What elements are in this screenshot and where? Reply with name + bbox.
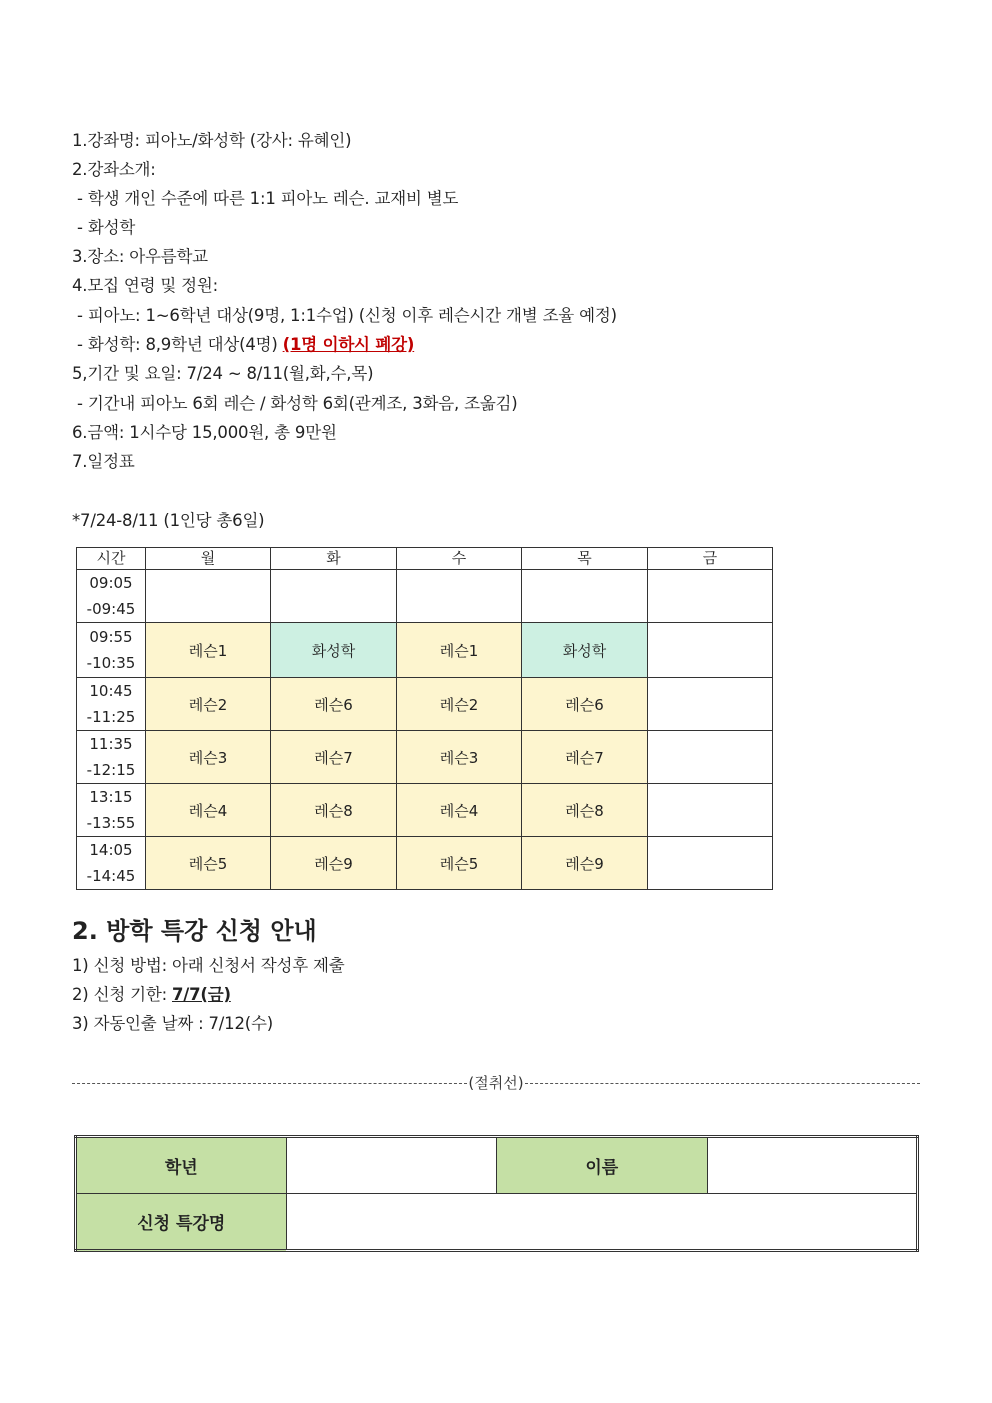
- course-intro-harmony: - 화성학: [72, 218, 136, 237]
- header-tue: 화: [271, 548, 397, 570]
- cut-dash-left: [72, 1083, 467, 1084]
- slot-cell: [648, 784, 773, 837]
- slot-cell: [648, 731, 773, 784]
- time-slot: 10:45 -11:25: [77, 678, 146, 731]
- cut-dash-right: [525, 1083, 920, 1084]
- header-wed: 수: [397, 548, 522, 570]
- slot-cell: [648, 837, 773, 890]
- slot-cell: [648, 570, 773, 623]
- header-fri: 금: [648, 548, 773, 570]
- course-intro-heading: 2.강좌소개:: [72, 160, 156, 179]
- period-line: 5,기간 및 요일: 7/24 ~ 8/11(월,화,수,목): [72, 364, 374, 383]
- lesson-cell: 레슨7: [522, 731, 648, 784]
- course-name-line: 1.강좌명: 피아노/화성학 (강사: 유혜인): [72, 131, 352, 150]
- withdrawal-date: 3) 자동인출 날짜 : 7/12(수): [72, 1014, 273, 1033]
- table-row: [77, 623, 773, 678]
- lesson-cell: 레슨4: [397, 784, 522, 837]
- course-label: 신청 특강명: [76, 1194, 287, 1251]
- time-slot: 09:55 -10:35: [77, 623, 146, 678]
- lesson-cell: 레슨3: [397, 731, 522, 784]
- lesson-cell: 레슨3: [146, 731, 271, 784]
- time-slot: 14:05 -14:45: [77, 837, 146, 890]
- cancel-notice: (1명 이하시 폐강): [282, 335, 415, 354]
- schedule-heading: 7.일정표: [72, 452, 135, 471]
- deadline-label: 2) 신청 기한:: [72, 985, 172, 1004]
- form-row: [76, 1194, 918, 1251]
- slot-cell: [522, 570, 648, 623]
- time-slot: 11:35 -12:15: [77, 731, 146, 784]
- lesson-cell: 레슨2: [397, 678, 522, 731]
- slot-cell: [648, 678, 773, 731]
- lesson-cell: 레슨7: [271, 731, 397, 784]
- lesson-cell: 레슨8: [522, 784, 648, 837]
- location-line: 3.장소: 아우름학교: [72, 247, 208, 266]
- schedule-table: [76, 547, 773, 890]
- table-row: [77, 731, 773, 784]
- lesson-cell: 레슨6: [522, 678, 648, 731]
- name-field[interactable]: [707, 1137, 918, 1194]
- header-time: 시간: [77, 548, 146, 570]
- lesson-cell: 레슨6: [271, 678, 397, 731]
- lesson-cell: 레슨8: [271, 784, 397, 837]
- application-form: [74, 1135, 919, 1252]
- grade-field[interactable]: [286, 1137, 497, 1194]
- harmony-cell: 화성학: [271, 623, 397, 678]
- cut-line-label: (절취선): [468, 1074, 524, 1092]
- time-slot: 09:05 -09:45: [77, 570, 146, 623]
- application-method: 1) 신청 방법: 아래 신청서 작성후 제출: [72, 956, 345, 975]
- lesson-cell: 레슨2: [146, 678, 271, 731]
- lesson-cell: 레슨1: [397, 623, 522, 678]
- recruit-harmony-text: - 화성학: 8,9학년 대상(4명): [72, 335, 283, 354]
- application-heading: 2. 방학 특강 신청 안내: [72, 917, 317, 945]
- header-thu: 목: [522, 548, 648, 570]
- course-intro-piano: - 학생 개인 수준에 따른 1:1 피아노 레슨. 교재비 별도: [72, 189, 459, 208]
- lesson-cell: 레슨1: [146, 623, 271, 678]
- slot-cell: [648, 623, 773, 678]
- cut-line: [72, 1070, 920, 1096]
- course-field[interactable]: [286, 1194, 918, 1251]
- lesson-cell: 레슨4: [146, 784, 271, 837]
- lesson-cell: 레슨5: [397, 837, 522, 890]
- name-label: 이름: [497, 1137, 708, 1194]
- form-row: [76, 1137, 918, 1194]
- table-row: [77, 784, 773, 837]
- time-slot: 13:15 -13:55: [77, 784, 146, 837]
- slot-cell: [397, 570, 522, 623]
- lesson-cell: 레슨9: [271, 837, 397, 890]
- recruit-harmony: [72, 330, 414, 359]
- table-row: [77, 678, 773, 731]
- application-deadline: [72, 980, 231, 1009]
- harmony-cell: 화성학: [522, 623, 648, 678]
- lesson-cell: 레슨9: [522, 837, 648, 890]
- schedule-header-row: [77, 548, 773, 570]
- table-row: [77, 570, 773, 623]
- grade-label: 학년: [76, 1137, 287, 1194]
- deadline-value: 7/7(금): [172, 985, 231, 1004]
- schedule-caption: *7/24-8/11 (1인당 총6일): [72, 511, 265, 530]
- period-detail: - 기간내 피아노 6회 레슨 / 화성학 6회(관계조, 3화음, 조옮김): [72, 394, 518, 413]
- lesson-cell: 레슨5: [146, 837, 271, 890]
- recruit-heading: 4.모집 연령 및 정원:: [72, 276, 219, 295]
- fee-line: 6.금액: 1시수당 15,000원, 총 9만원: [72, 423, 337, 442]
- recruit-piano: - 피아노: 1~6학년 대상(9명, 1:1수업) (신청 이후 레슨시간 개별 조율 예정): [72, 306, 617, 325]
- slot-cell: [271, 570, 397, 623]
- slot-cell: [146, 570, 271, 623]
- table-row: [77, 837, 773, 890]
- header-mon: 월: [146, 548, 271, 570]
